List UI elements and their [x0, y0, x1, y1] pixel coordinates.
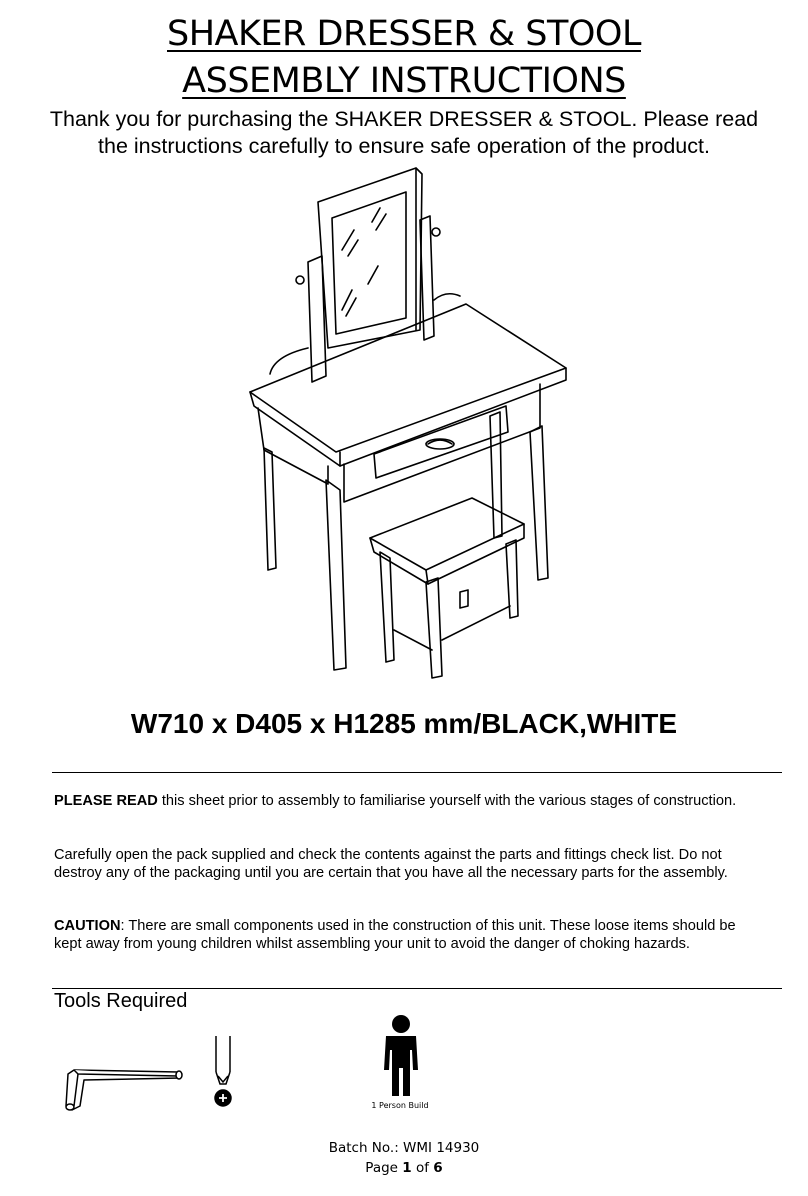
title-line-2: ASSEMBLY INSTRUCTIONS [182, 61, 626, 101]
divider [52, 772, 782, 773]
caution-text: : There are small components used in the construction of this unit. These loose items should be kept away from young children whilst assembling your unit to avoid the danger of choking hazards. [54, 918, 736, 952]
divider [52, 988, 782, 989]
page-prefix: Page [365, 1160, 403, 1176]
person-icon [382, 1014, 420, 1098]
page-current: 1 [402, 1160, 412, 1176]
please-read-text: this sheet prior to assembly to familiarise yourself with the various stages of construction. [157, 793, 737, 809]
caution-label: CAUTION [54, 918, 121, 934]
carefully-open-notice: Carefully open the pack supplied and check the contents against the parts and fittings check list. Do not destroy any of the packaging until you are certain that you have all the necessary parts for the assembly. [54, 847, 728, 881]
please-read-label: PLEASE READ [54, 793, 158, 809]
page-of: of [411, 1160, 434, 1176]
intro-text: Thank you for purchasing the SHAKER DRESSER & STOOL. Please read the instructions carefully to ensure safe operation of the product. [49, 107, 759, 158]
tools-heading: Tools Required [54, 990, 188, 1012]
allen-key-icon [60, 1060, 184, 1116]
please-read-notice [54, 792, 744, 810]
phillips-screwdriver-icon [206, 1032, 240, 1112]
person-build-caption: 1 Person Build [371, 1101, 429, 1110]
page-total: 6 [433, 1160, 443, 1176]
caution-notice [54, 917, 744, 953]
product-dimensions: W710 x D405 x H1285 mm/BLACK,WHITE [130, 708, 678, 739]
page-number [0, 1158, 808, 1179]
batch-number: Batch No.: WMI 14930 [328, 1140, 480, 1156]
dressing-table-illustration [230, 160, 570, 680]
title-line-1: SHAKER DRESSER & STOOL [167, 14, 641, 54]
